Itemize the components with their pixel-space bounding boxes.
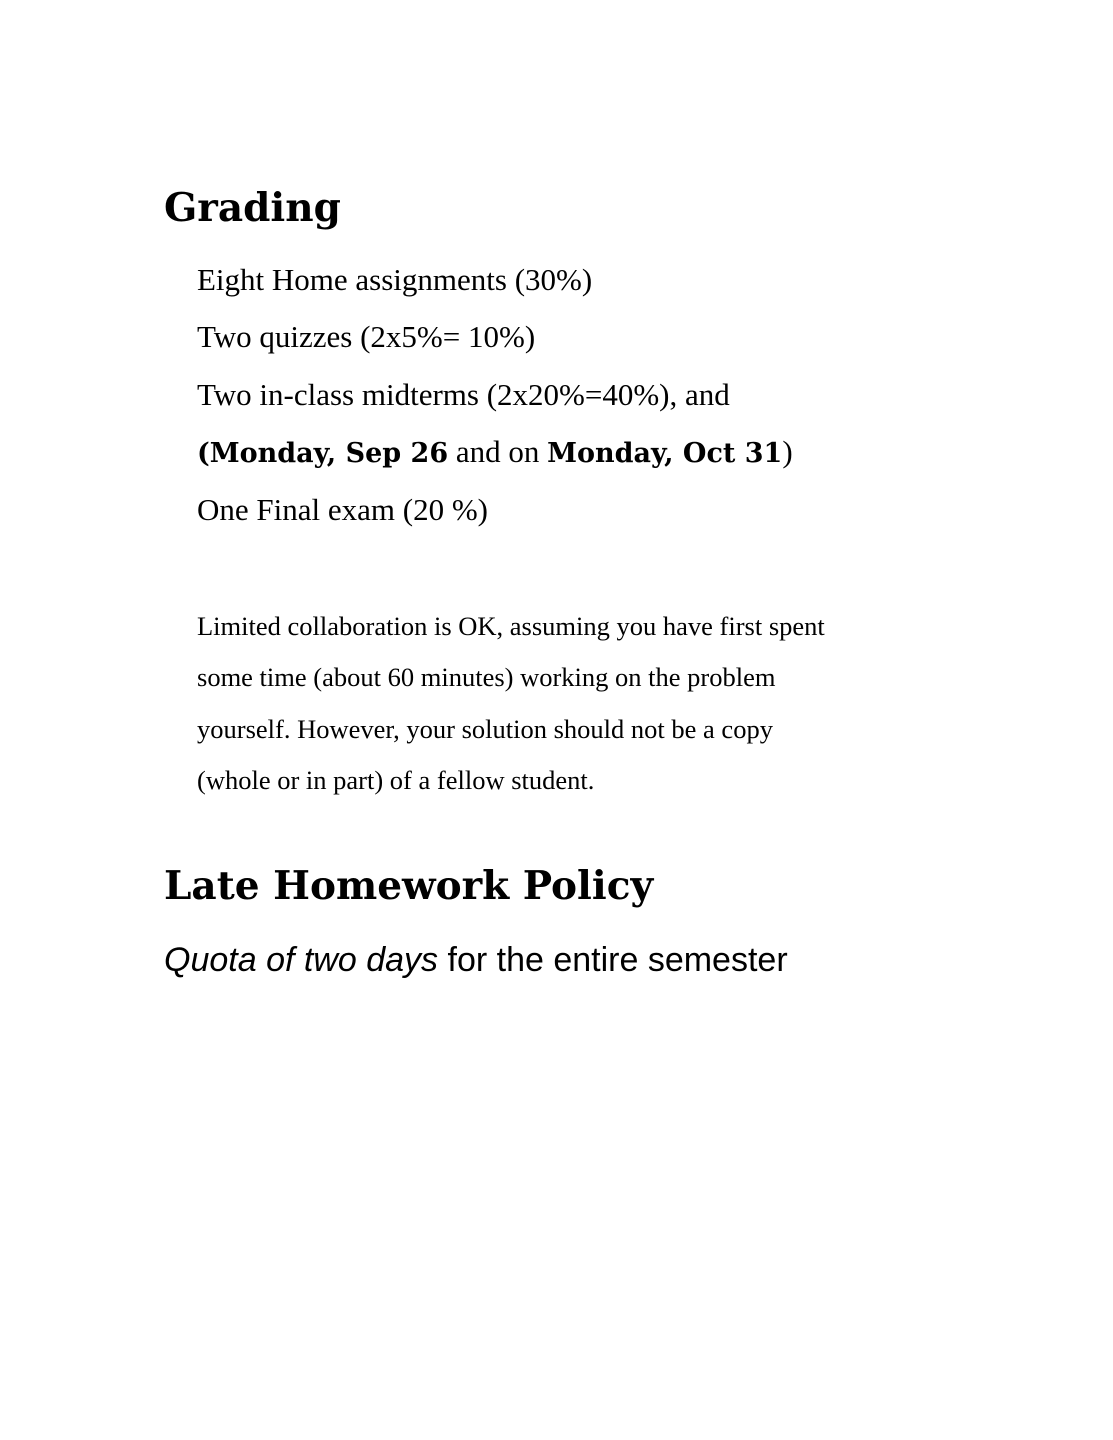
grading-item-homework: Eight Home assignments (30%) bbox=[197, 262, 593, 297]
collaboration-line: (whole or in part) of a fellow student. bbox=[197, 764, 595, 795]
midterm-dates bbox=[197, 434, 793, 472]
midterm-dates-close: ) bbox=[782, 434, 793, 469]
grading-item-quizzes: Two quizzes (2x5%= 10%) bbox=[197, 319, 536, 354]
grading-heading: Grading bbox=[164, 185, 341, 231]
grading-item-midterms: Two in-class midterms (2x20%=40%), and bbox=[197, 377, 730, 412]
collaboration-line: Limited collaboration is OK, assuming you have first spent bbox=[197, 611, 825, 641]
midterm-date-2: Monday, Oct 31 bbox=[547, 438, 783, 469]
collaboration-line: yourself. However, your solution should not be a copy bbox=[197, 713, 773, 744]
grading-item-final: One Final exam (20 %) bbox=[197, 492, 488, 527]
midterm-date-1: (Monday, Sep 26 bbox=[197, 438, 449, 469]
collaboration-line: some time (about 60 minutes) working on the problem bbox=[197, 662, 776, 693]
late-quota-text bbox=[164, 940, 788, 980]
midterm-dates-connector: and on bbox=[448, 434, 548, 469]
collaboration-policy bbox=[197, 601, 997, 806]
quota-emphasis: Quota of two days bbox=[164, 941, 439, 979]
quota-rest: for the entire semester bbox=[438, 941, 788, 979]
late-homework-heading: Late Homework Policy bbox=[164, 863, 654, 909]
